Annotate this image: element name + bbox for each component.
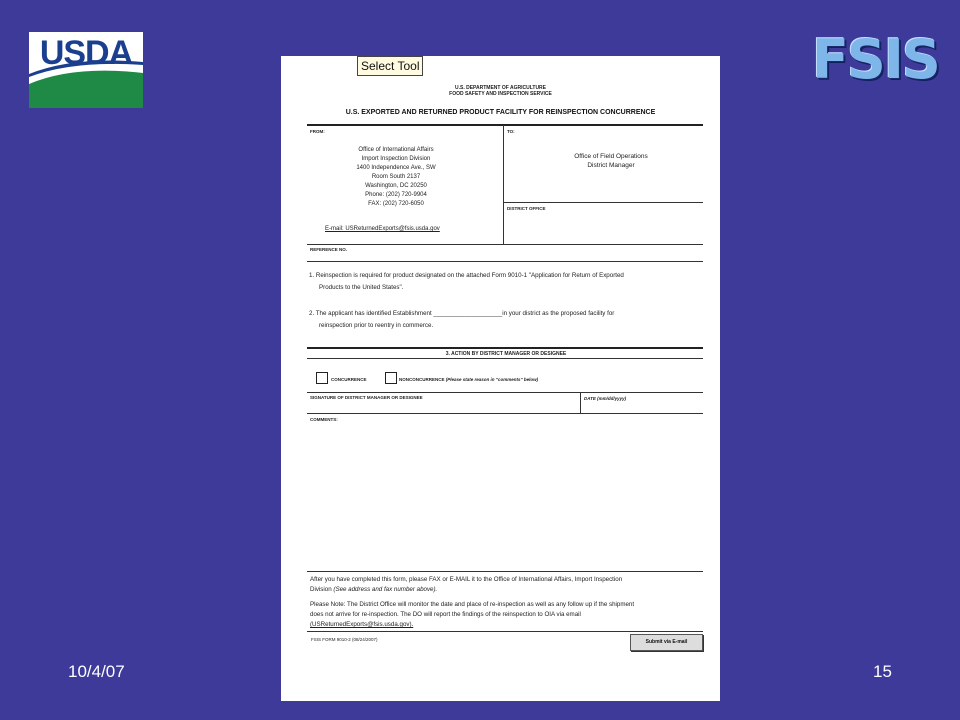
signature-label: SIGNATURE OF DISTRICT MANAGER OR DESIGNEE (310, 395, 423, 400)
divider (307, 124, 703, 126)
section-3-title: 3. ACTION BY DISTRICT MANAGER OR DESIGNEE (445, 351, 567, 357)
from-line: Office of International Affairs (358, 147, 434, 153)
instruction-text: Division (310, 586, 334, 593)
select-tool-tooltip: Select Tool (357, 56, 423, 76)
divider (307, 631, 703, 632)
divider (307, 413, 703, 414)
slide-number: 15 (873, 662, 892, 681)
note-line: does not arrive for re-inspection. The DO will report the findings of the reinspection to OIA via email (310, 611, 581, 618)
from-line: Phone: (202) 720-9904 (365, 192, 427, 198)
fsis-logo (812, 28, 939, 92)
paragraph-line: reinspection prior to reentry in commerce. (319, 322, 434, 329)
form-title: U.S. EXPORTED AND RETURNED PRODUCT FACILITY FOR REINSPECTION CONCURRENCE (345, 109, 656, 116)
slide-date: 10/4/07 (68, 662, 125, 681)
divider (307, 571, 703, 572)
to-address (531, 152, 691, 170)
nonconcurrence-note: (Please state reason in "comments" below) (445, 377, 539, 382)
from-line: Import Inspection Division (361, 156, 431, 162)
to-label: TO: (507, 129, 515, 134)
department-heading: U.S. DEPARTMENT OF AGRICULTURE (454, 85, 546, 91)
date-label: DATE (mm/dd/yyyy) (584, 396, 627, 401)
concurrence-checkbox[interactable] (316, 372, 328, 384)
comments-label: COMMENTS: (310, 417, 338, 422)
note-email[interactable]: (USReturnedExports@fsis.usda.gov). (310, 621, 414, 628)
paragraph-line: 1. Reinspection is required for product designated on the attached Form 9010-1 "Application for Return of Exported (309, 272, 624, 279)
nonconcurrence-label (399, 377, 538, 382)
note-line: Please Note: The District Office will monitor the date and place of re-inspection as well as any follow up if the shipment (310, 601, 635, 608)
paragraph-2 (309, 308, 709, 332)
divider (307, 347, 703, 349)
nonconcurrence-checkbox[interactable] (385, 372, 397, 384)
from-address (321, 146, 471, 209)
paragraph-line: Products to the United States". (319, 284, 404, 291)
to-line: District Manager (587, 162, 635, 169)
reference-label: REFERENCE NO. (310, 247, 348, 252)
concurrence-label: CONCURRENCE (331, 377, 367, 382)
usda-wordmark: USDA (39, 34, 133, 72)
service-heading: FOOD SAFETY AND INSPECTION SERVICE (449, 91, 552, 97)
fsis-wordmark: FSIS (812, 28, 939, 91)
divider (503, 202, 703, 203)
submit-via-email-button[interactable]: Submit via E-mail (630, 634, 703, 651)
from-line: FAX: (202) 720-6050 (368, 201, 424, 207)
paragraph-line: 2. The applicant has identified Establishment ____________________in your district as the proposed facility for (309, 310, 615, 317)
from-label: FROM: (310, 129, 325, 134)
usda-logo (29, 32, 143, 108)
to-line: Office of Field Operations (574, 153, 648, 160)
paragraph-1 (309, 270, 709, 294)
divider (503, 125, 504, 245)
district-office-label: DISTRICT OFFICE (507, 206, 546, 211)
instruction-line: After you have completed this form, please FAX or E-MAIL it to the Office of International Affairs, Import Inspection (310, 576, 623, 583)
instruction-line (310, 585, 710, 595)
divider (307, 358, 703, 359)
from-line: 1400 Independence Ave., SW (356, 165, 436, 171)
divider (307, 261, 703, 262)
email-link[interactable]: E-mail: USReturnedExports@fsis.usda.gov (325, 226, 440, 232)
divider (307, 244, 703, 245)
form-id: FSIS FORM 9010-2 (08/24/2007) (311, 637, 378, 642)
form-document (281, 56, 720, 701)
divider (307, 392, 703, 393)
district-office-note (310, 600, 710, 630)
nonconcurrence-text: NONCONCURRENCE (399, 377, 445, 382)
instruction-note: (See address and fax number above). (333, 586, 438, 593)
from-line: Room South 2137 (371, 174, 421, 180)
from-line: Washington, DC 20250 (365, 183, 427, 189)
submission-instructions (310, 575, 710, 595)
divider (580, 393, 581, 413)
